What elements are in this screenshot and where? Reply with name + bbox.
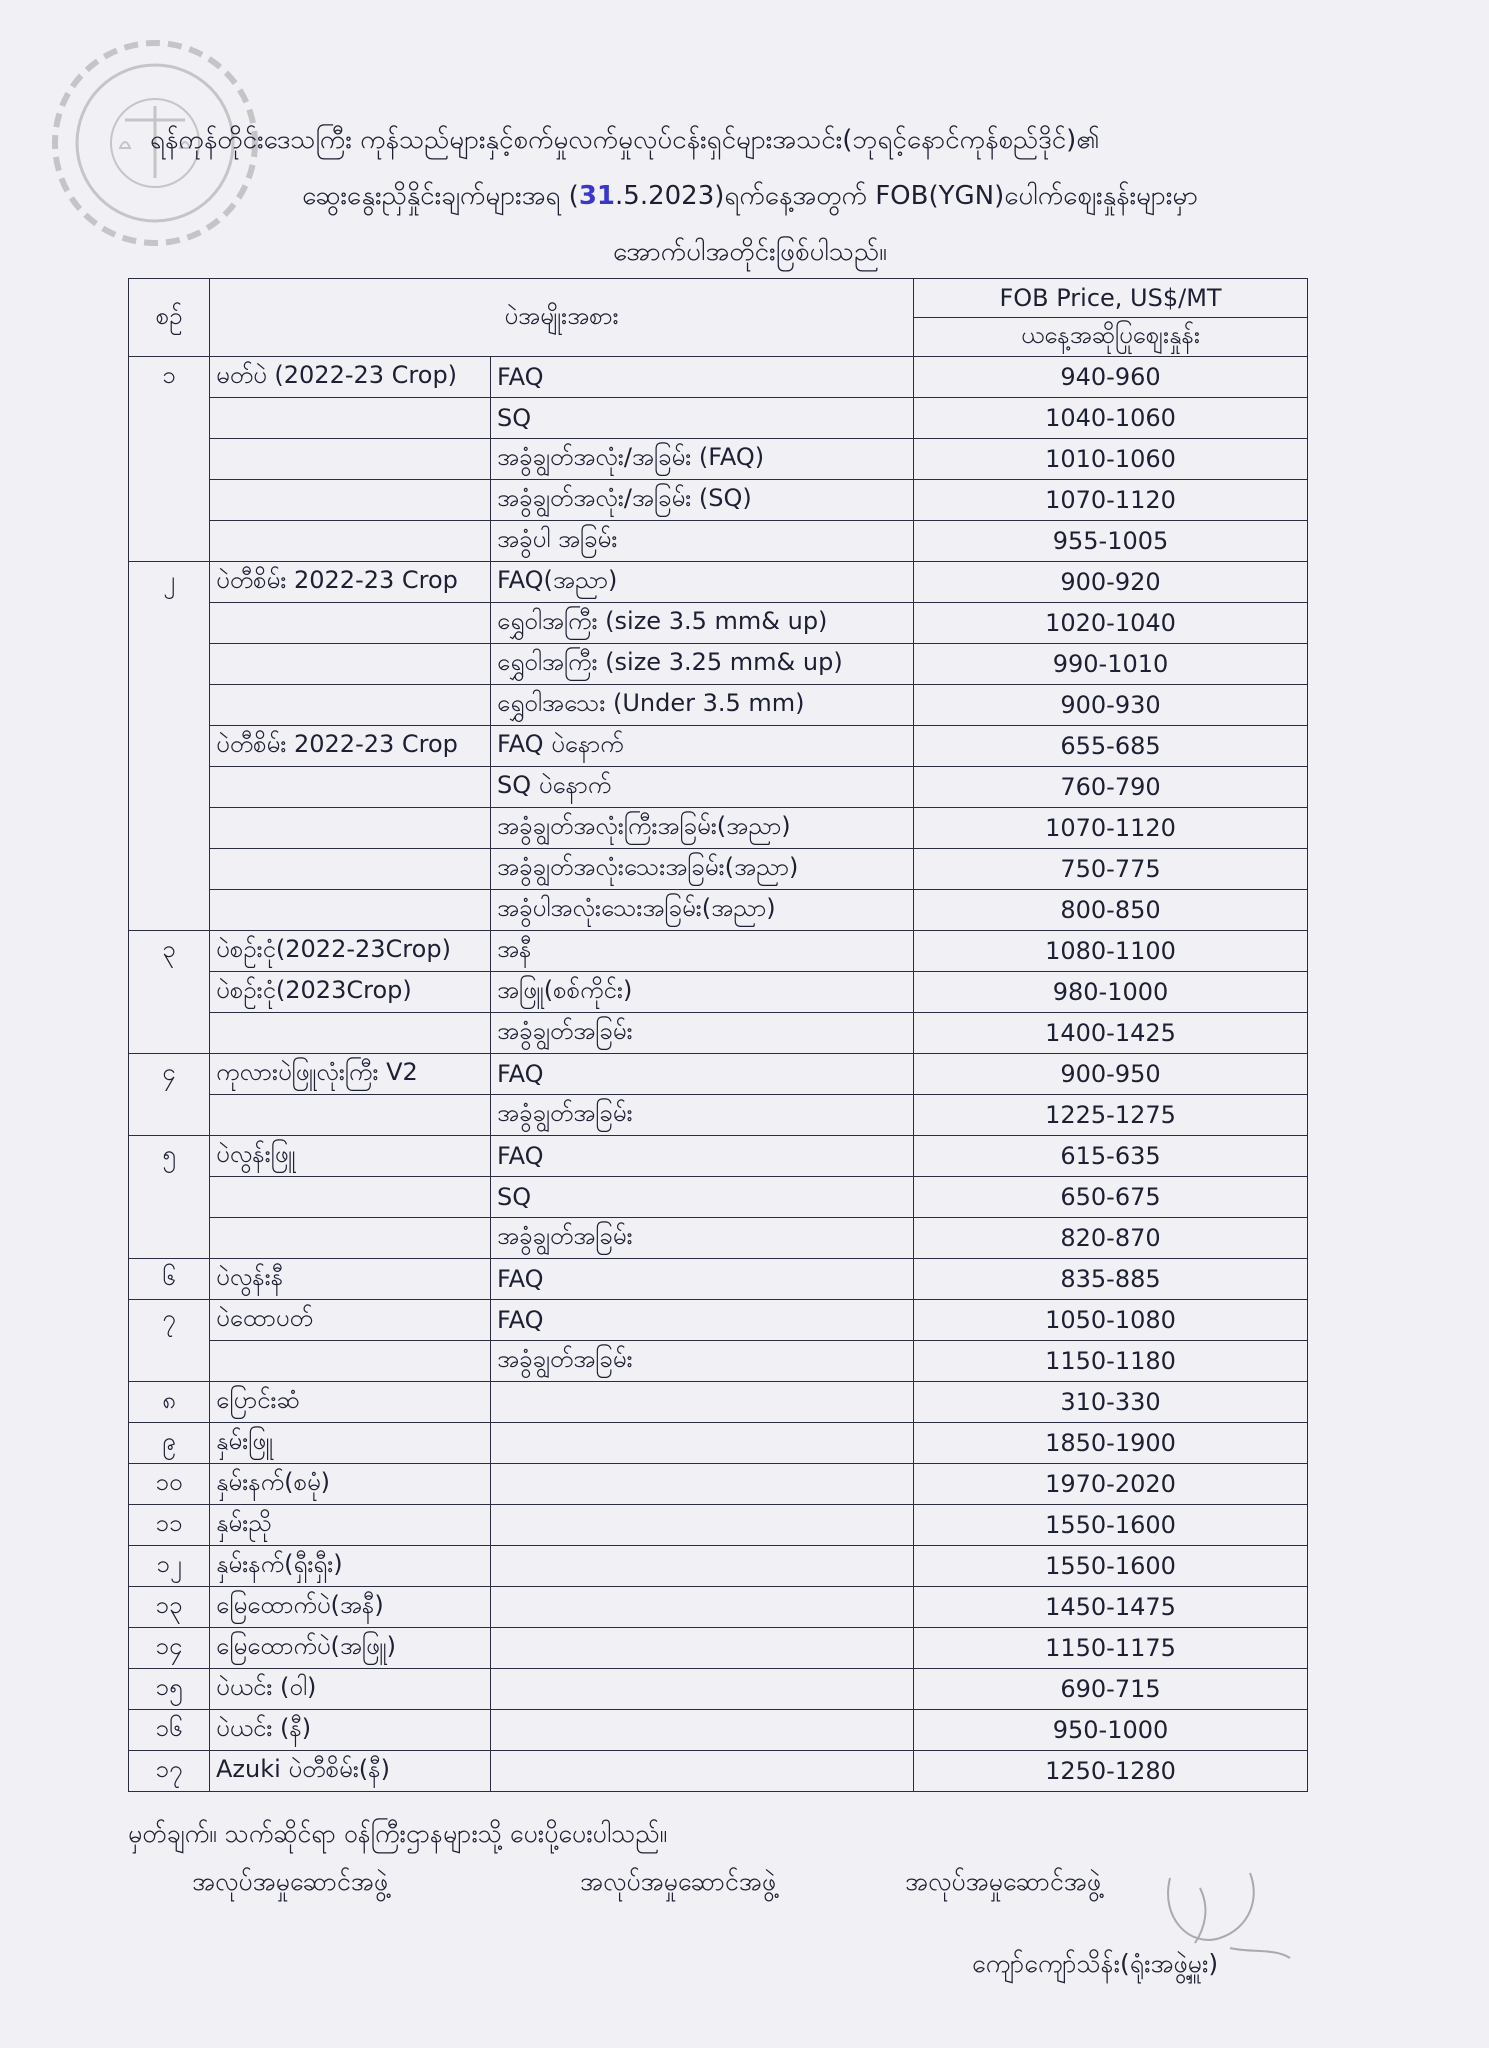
cell-bean-type [210,1218,491,1259]
cell-bean-type: ပဲတီစိမ်း 2022-23 Crop [210,562,491,603]
handwritten-date: 31 [578,181,616,211]
cell-price: 1850-1900 [914,1423,1308,1464]
cell-serial [129,603,210,644]
cell-price: 900-930 [914,685,1308,726]
cell-serial: ၅ [129,1136,210,1177]
table-row [129,685,1308,726]
cell-serial [129,644,210,685]
table-row [129,644,1308,685]
cell-bean-type [210,398,491,439]
table-row [129,1464,1308,1505]
cell-bean-type: ပဲလွန်းနီ [210,1259,491,1300]
cell-serial [129,685,210,726]
cell-serial: ၁၆ [129,1710,210,1751]
cell-grade [491,1423,914,1464]
header-line-2-post: .5.2023)ရက်နေ့အတွက် FOB(YGN)ပေါက်စျေးနှုန်းများမှာ [615,181,1198,211]
cell-serial: ၁၃ [129,1587,210,1628]
cell-bean-type [210,1013,491,1054]
cell-bean-type [210,808,491,849]
col-header-price-sub: ယနေ့အဆိုပြုစျေးနှုန်း [914,318,1308,357]
cell-serial: ၁၄ [129,1628,210,1669]
table-row [129,1382,1308,1423]
cell-serial: ၁၁ [129,1505,210,1546]
cell-grade: အခွံပါအလုံးသေးအခြမ်း(အညာ) [491,890,914,931]
cell-bean-type [210,480,491,521]
cell-price: 950-1000 [914,1710,1308,1751]
col-header-price: FOB Price, US$/MT [914,279,1308,318]
cell-serial: ၁ [129,357,210,398]
cell-bean-type: Azuki ပဲတီစိမ်း(နီ) [210,1751,491,1792]
signature-label-3: အလုပ်အမှုဆောင်အဖွဲ့ [905,1867,1102,1896]
cell-grade: ရွှေဝါအကြီး (size 3.5 mm& up) [491,603,914,644]
cell-grade: FAQ [491,1300,914,1341]
cell-price: 955-1005 [914,521,1308,562]
table-row [129,480,1308,521]
cell-bean-type [210,1341,491,1382]
cell-grade: FAQ [491,1054,914,1095]
cell-bean-type: နှမ်းဖြူ [210,1423,491,1464]
cell-price: 690-715 [914,1669,1308,1710]
table-row [129,1054,1308,1095]
cell-grade: အခွံချွတ်အလုံး/အခြမ်း (SQ) [491,480,914,521]
cell-serial: ၄ [129,1054,210,1095]
cell-grade [491,1628,914,1669]
cell-bean-type [210,767,491,808]
cell-serial [129,767,210,808]
cell-serial [129,849,210,890]
cell-grade [491,1710,914,1751]
cell-grade: အဖြူ(စစ်ကိုင်း) [491,972,914,1013]
cell-price: 1020-1040 [914,603,1308,644]
cell-price: 750-775 [914,849,1308,890]
table-row [129,849,1308,890]
table-row [129,1341,1308,1382]
cell-bean-type: ပဲယင်း (ဝါ) [210,1669,491,1710]
table-row [129,1751,1308,1792]
cell-grade: ရွှေဝါအသေး (Under 3.5 mm) [491,685,914,726]
cell-serial: ၁၀ [129,1464,210,1505]
table-row [129,1136,1308,1177]
cell-serial [129,439,210,480]
cell-price: 900-920 [914,562,1308,603]
table-row [129,1013,1308,1054]
table-row [129,1423,1308,1464]
cell-price: 1450-1475 [914,1587,1308,1628]
table-row [129,398,1308,439]
cell-bean-type [210,1095,491,1136]
cell-serial: ၇ [129,1300,210,1341]
cell-serial [129,1013,210,1054]
table-row [129,1628,1308,1669]
cell-bean-type: မြေထောက်ပဲ(အဖြူ) [210,1628,491,1669]
signature-label-2: အလုပ်အမှုဆောင်အဖွဲ့ [580,1867,777,1896]
cell-bean-type: ပြောင်းဆံ [210,1382,491,1423]
table-row [129,1095,1308,1136]
table-row [129,357,1308,398]
cell-grade: SQ [491,1177,914,1218]
table-row [129,1669,1308,1710]
cell-grade: အခွံချွတ်အခြမ်း [491,1013,914,1054]
cell-serial [129,521,210,562]
cell-bean-type [210,1177,491,1218]
cell-bean-type: နှမ်းနက်(စမုံ) [210,1464,491,1505]
cell-bean-type: ပဲလွန်းဖြူ [210,1136,491,1177]
cell-serial [129,1218,210,1259]
cell-price: 1225-1275 [914,1095,1308,1136]
table-row [129,1710,1308,1751]
cell-bean-type: ပဲစဉ်းငုံ(2022-23Crop) [210,931,491,972]
table-row [129,1218,1308,1259]
cell-price: 760-790 [914,767,1308,808]
cell-grade: ရွှေဝါအကြီး (size 3.25 mm& up) [491,644,914,685]
cell-grade [491,1546,914,1587]
cell-serial [129,890,210,931]
cell-price: 1970-2020 [914,1464,1308,1505]
cell-grade: အခွံချွတ်အလုံးသေးအခြမ်း(အညာ) [491,849,914,890]
cell-bean-type [210,521,491,562]
cell-bean-type [210,603,491,644]
cell-grade [491,1464,914,1505]
col-header-sn: စဉ် [129,279,210,357]
cell-bean-type [210,644,491,685]
cell-bean-type: နှမ်းညို [210,1505,491,1546]
cell-grade [491,1382,914,1423]
footer-note: မှတ်ချက်။ သက်ဆိုင်ရာ ဝန်ကြီးဌာနများသို့ ပေးပို့ပေးပါသည်။ [128,1819,668,1848]
document-header [150,112,1350,280]
cell-price: 1010-1060 [914,439,1308,480]
cell-bean-type: ကုလားပဲဖြူလုံးကြီး V2 [210,1054,491,1095]
cell-grade: FAQ [491,357,914,398]
cell-serial: ၈ [129,1382,210,1423]
cell-price: 1150-1175 [914,1628,1308,1669]
cell-grade: အခွံချွတ်အလုံးကြီးအခြမ်း(အညာ) [491,808,914,849]
table-row [129,1177,1308,1218]
cell-price: 820-870 [914,1218,1308,1259]
cell-grade [491,1669,914,1710]
cell-price: 1550-1600 [914,1546,1308,1587]
table-row [129,767,1308,808]
cell-price: 1400-1425 [914,1013,1308,1054]
table-row [129,726,1308,767]
cell-serial [129,1341,210,1382]
table-row [129,1546,1308,1587]
table-row [129,972,1308,1013]
cell-grade [491,1587,914,1628]
cell-price: 1250-1280 [914,1751,1308,1792]
cell-price: 650-675 [914,1177,1308,1218]
table-row [129,931,1308,972]
cell-grade: FAQ [491,1136,914,1177]
cell-serial [129,480,210,521]
cell-price: 1150-1180 [914,1341,1308,1382]
table-row [129,1505,1308,1546]
cell-bean-type [210,685,491,726]
table-row [129,1587,1308,1628]
cell-price: 990-1010 [914,644,1308,685]
cell-serial [129,1177,210,1218]
cell-grade: အခွံချွတ်အခြမ်း [491,1095,914,1136]
cell-serial: ၁၂ [129,1546,210,1587]
cell-price: 1070-1120 [914,480,1308,521]
signature-label-1: အလုပ်အမှုဆောင်အဖွဲ့ [192,1867,389,1896]
table-header-row [129,279,1308,318]
cell-grade: အခွံချွတ်အခြမ်း [491,1218,914,1259]
table-row [129,521,1308,562]
table-row [129,808,1308,849]
col-header-type: ပဲအမျိုးအစား [210,279,914,357]
cell-serial: ၆ [129,1259,210,1300]
cell-price: 1080-1100 [914,931,1308,972]
cell-price: 900-950 [914,1054,1308,1095]
cell-bean-type [210,890,491,931]
cell-bean-type: မတ်ပဲ (2022-23 Crop) [210,357,491,398]
cell-serial [129,726,210,767]
cell-price: 615-635 [914,1136,1308,1177]
cell-grade: SQ [491,398,914,439]
cell-grade [491,1505,914,1546]
table-row [129,1300,1308,1341]
header-line-3: အောက်ပါအတိုင်းဖြစ်ပါသည်။ [613,237,887,267]
cell-serial [129,398,210,439]
cell-bean-type: နှမ်းနက်(ရှီးရှီး) [210,1546,491,1587]
cell-serial: ၃ [129,931,210,972]
cell-bean-type: ပဲယင်း (နီ) [210,1710,491,1751]
cell-bean-type [210,439,491,480]
cell-bean-type: ပဲထောပတ် [210,1300,491,1341]
cell-bean-type: ပဲတီစိမ်း 2022-23 Crop [210,726,491,767]
cell-grade [491,1751,914,1792]
cell-price: 1070-1120 [914,808,1308,849]
signer-name: ကျော်ကျော်သိန်း(ရုံးအဖွဲ့မှူး) [972,1949,1219,1978]
cell-grade: FAQ(အညာ) [491,562,914,603]
cell-price: 655-685 [914,726,1308,767]
header-line-1: ရန်ကုန်တိုင်းဒေသကြီး ကုန်သည်များနှင့်စက်မှုလက်မှုလုပ်ငန်းရှင်များအသင်း(ဘုရင့်နောင်ကုန်စည်ဒိုင်)၏ [150,125,1100,155]
cell-price: 310-330 [914,1382,1308,1423]
cell-grade: အခွံချွတ်အလုံး/အခြမ်း (FAQ) [491,439,914,480]
cell-grade: အနီ [491,931,914,972]
cell-bean-type: ပဲစဉ်းငုံ(2023Crop) [210,972,491,1013]
cell-price: 1050-1080 [914,1300,1308,1341]
cell-serial: ၂ [129,562,210,603]
header-line-2 [150,168,1350,224]
table-row [129,562,1308,603]
cell-grade: FAQ ပဲနောက် [491,726,914,767]
cell-grade: အခွံပါ အခြမ်း [491,521,914,562]
cell-serial: ၁၇ [129,1751,210,1792]
table-row [129,603,1308,644]
cell-serial [129,972,210,1013]
cell-serial [129,1095,210,1136]
cell-price: 1040-1060 [914,398,1308,439]
cell-price: 800-850 [914,890,1308,931]
cell-price: 980-1000 [914,972,1308,1013]
table-row [129,890,1308,931]
cell-grade: အခွံချွတ်အခြမ်း [491,1341,914,1382]
cell-grade: FAQ [491,1259,914,1300]
cell-serial: ၁၅ [129,1669,210,1710]
cell-bean-type: မြေထောက်ပဲ(အနီ) [210,1587,491,1628]
cell-price: 940-960 [914,357,1308,398]
cell-serial: ၉ [129,1423,210,1464]
header-line-2-pre: ဆွေးနွေးညှိနှိုင်းချက်များအရ ( [302,181,579,211]
cell-price: 835-885 [914,1259,1308,1300]
cell-price: 1550-1600 [914,1505,1308,1546]
table-row [129,439,1308,480]
cell-grade: SQ ပဲနောက် [491,767,914,808]
price-table [128,278,1308,1792]
table-row [129,1259,1308,1300]
cell-bean-type [210,849,491,890]
cell-serial [129,808,210,849]
